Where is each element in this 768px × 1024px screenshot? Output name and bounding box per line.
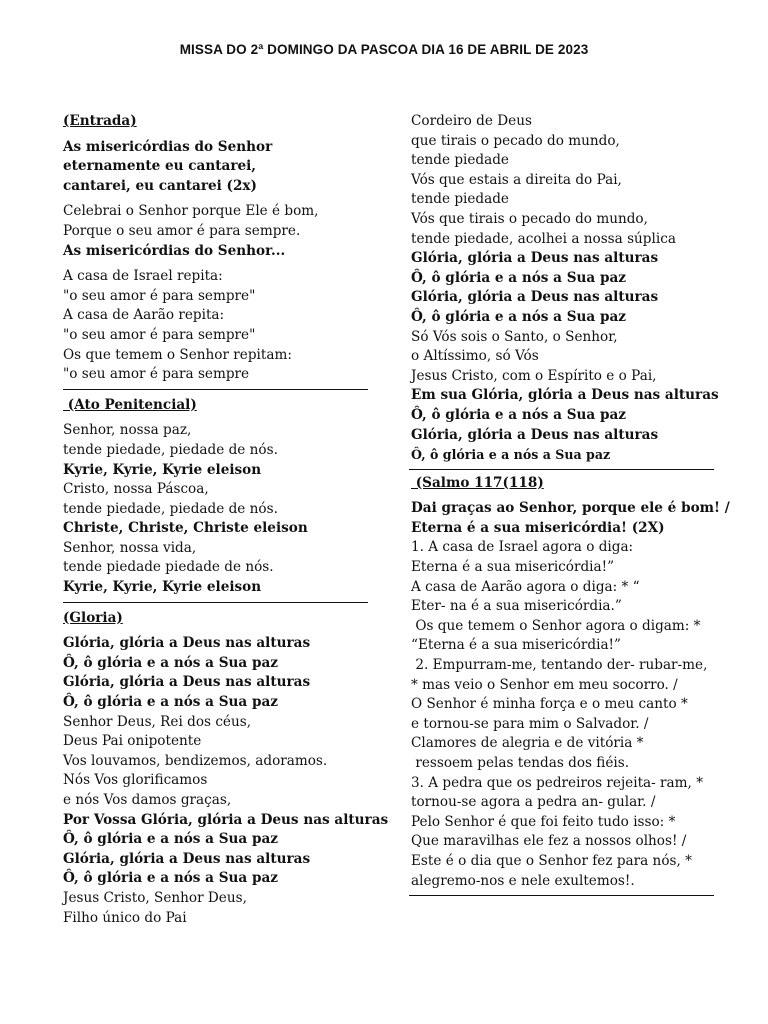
lyric-line: Por Vossa Glória, glória a Deus nas alturas <box>63 811 389 828</box>
lyric-line: alegremo-nos e nele exultemos!. <box>411 872 635 889</box>
right-column <box>411 112 730 900</box>
lyric-line: Jesus Cristo, com o Espírito e o Pai, <box>411 367 657 384</box>
lyric-line: Glória, glória a Deus nas alturas <box>63 850 311 867</box>
lyric-line: Cristo, nossa Páscoa, <box>63 481 209 498</box>
section-divider <box>63 389 368 390</box>
lyric-line: Vós que tirais o pecado do mundo, <box>411 210 648 227</box>
lyric-line: eternamente eu cantarei, <box>63 158 257 175</box>
lyric-line: Glória, glória a Deus nas alturas <box>411 426 659 443</box>
lyric-line: A casa de Aarão agora o diga: * “ <box>411 578 640 595</box>
section-heading: (Gloria) <box>63 609 123 626</box>
lyric-line: Vos louvamos, bendizemos, adoramos. <box>63 752 328 769</box>
section-heading: (Ato Penitencial) <box>63 396 197 413</box>
lyric-line: 1. A casa de Israel agora o diga: <box>411 539 634 556</box>
lyric-line: Glória, glória a Deus nas alturas <box>63 635 311 652</box>
lyric-line: Os que temem o Senhor repitam: <box>63 346 292 363</box>
lyric-line: Ô, ô glória e a nós a Sua paz <box>411 406 626 423</box>
lyric-line: que tirais o pecado do mundo, <box>411 132 620 149</box>
lyric-line: “Eterna é a sua misericórdia!” <box>411 637 621 654</box>
lyric-line: tende piedade <box>411 191 509 208</box>
lyric-line: Filho único do Pai <box>63 909 187 926</box>
lyric-line: Nós Vos glorificamos <box>63 772 208 789</box>
lyric-line: Porque o seu amor é para sempre. <box>63 222 301 239</box>
lyric-line: Ô, ô glória e a nós a Sua paz <box>411 447 611 463</box>
section-divider <box>409 895 714 896</box>
lyric-line: A casa de Aarão repita: <box>63 307 225 324</box>
lyric-line: Eter- na é a sua misericórdia.” <box>411 598 622 615</box>
lyric-line: As misericórdias do Senhor <box>63 138 273 155</box>
section-heading: (Salmo 117(118) <box>411 474 544 491</box>
lyric-line: 2. Empurram-me, tentando der- rubar-me, <box>411 657 708 674</box>
lyric-line: Este é o dia que o Senhor fez para nós, * <box>411 852 692 869</box>
page-title: MISSA DO 2ª DOMINGO DA PASCOA DIA 16 DE ABRIL DE 2023 <box>179 42 589 57</box>
lyric-line: Kyrie, Kyrie, Kyrie eleison <box>63 579 262 596</box>
lyric-line: Senhor, nossa vida, <box>63 539 197 556</box>
lyric-line: tende piedade, piedade de nós. <box>63 500 278 517</box>
lyric-line: tende piedade, acolhei a nossa súplica <box>411 230 676 247</box>
lyric-line: Só Vós sois o Santo, o Senhor, <box>411 328 618 345</box>
lyric-line: Glória, glória a Deus nas alturas <box>63 674 311 691</box>
lyric-line: 3. A pedra que os pedreiros rejeita- ram, * <box>411 774 703 791</box>
lyric-line: e tornou-se para mim o Salvador. / <box>411 715 649 732</box>
lyric-line: "o seu amor é para sempre" <box>63 287 256 304</box>
lyric-line: tende piedade, piedade de nós. <box>63 441 278 458</box>
lyric-line: Jesus Cristo, Senhor Deus, <box>63 889 247 906</box>
lyric-line: e nós Vos damos graças, <box>63 792 232 808</box>
lyric-line: Ô, ô glória e a nós a Sua paz <box>411 308 626 325</box>
lyric-line: Pelo Senhor é que foi feito tudo isso: * <box>411 813 676 830</box>
lyric-line: Glória, glória a Deus nas alturas <box>411 289 659 306</box>
lyric-line: Eterna é a sua misericórdia!” <box>411 559 615 576</box>
lyric-line: Kyrie, Kyrie, Kyrie eleison <box>63 461 262 478</box>
lyric-line: Ô, ô glória e a nós a Sua paz <box>63 870 278 887</box>
lyric-line: ressoem pelas tendas dos fiéis. <box>411 755 630 771</box>
lyric-line: * mas veio o Senhor em meu socorro. / <box>411 676 678 693</box>
lyric-line: tende piedade piedade de nós. <box>63 559 274 576</box>
lyric-line: Que maravilhas ele fez a nossos olhos! / <box>411 833 687 850</box>
lyric-line: Ô, ô glória e a nós a Sua paz <box>411 269 626 286</box>
lyric-line: "o seu amor é para sempre" <box>63 326 256 343</box>
lyric-line: Celebrai o Senhor porque Ele é bom, <box>63 203 319 220</box>
lyric-line: A casa de Israel repita: <box>63 268 223 285</box>
lyric-line: Deus Pai onipotente <box>63 733 202 750</box>
lyric-line: Cordeiro de Deus <box>411 113 532 129</box>
lyric-line: tornou-se agora a pedra an- gular. / <box>411 794 656 811</box>
lyric-line: Clamores de alegria e de vitória * <box>411 735 644 752</box>
lyric-line: Ô, ô glória e a nós a Sua paz <box>63 694 278 711</box>
lyric-line: Glória, glória a Deus nas alturas <box>411 250 659 267</box>
lyric-line: "o seu amor é para sempre <box>63 366 250 383</box>
lyric-line: cantarei, eu cantarei (2x) <box>63 177 257 194</box>
lyric-line: Senhor, nossa paz, <box>63 422 192 439</box>
lyric-line: Em sua Glória, glória a Deus nas alturas <box>411 387 719 404</box>
lyric-line: Eterna é a sua misericórdia! (2X) <box>411 519 665 536</box>
left-column <box>63 112 389 928</box>
lyric-line: Os que temem o Senhor agora o digam: * <box>411 617 701 634</box>
lyric-line: Ô, ô glória e a nós a Sua paz <box>63 654 278 671</box>
lyric-line: As misericórdias do Senhor... <box>63 242 286 259</box>
lyric-line: Christe, Christe, Christe eleison <box>63 520 308 537</box>
lyric-line: Dai graças ao Senhor, porque ele é bom! / <box>411 500 730 517</box>
lyric-line: o Altíssimo, só Vós <box>411 348 539 365</box>
lyric-line: tende piedade <box>411 152 509 169</box>
section-divider <box>409 469 714 470</box>
lyric-line: Ô, ô glória e a nós a Sua paz <box>63 831 278 848</box>
lyric-line: Senhor Deus, Rei dos céus, <box>63 713 252 730</box>
section-heading: (Entrada) <box>63 113 137 129</box>
lyric-line: O Senhor é minha força e o meu canto * <box>411 696 688 713</box>
lyric-line: Vós que estais a direita do Pai, <box>411 171 622 188</box>
section-divider <box>63 602 368 603</box>
